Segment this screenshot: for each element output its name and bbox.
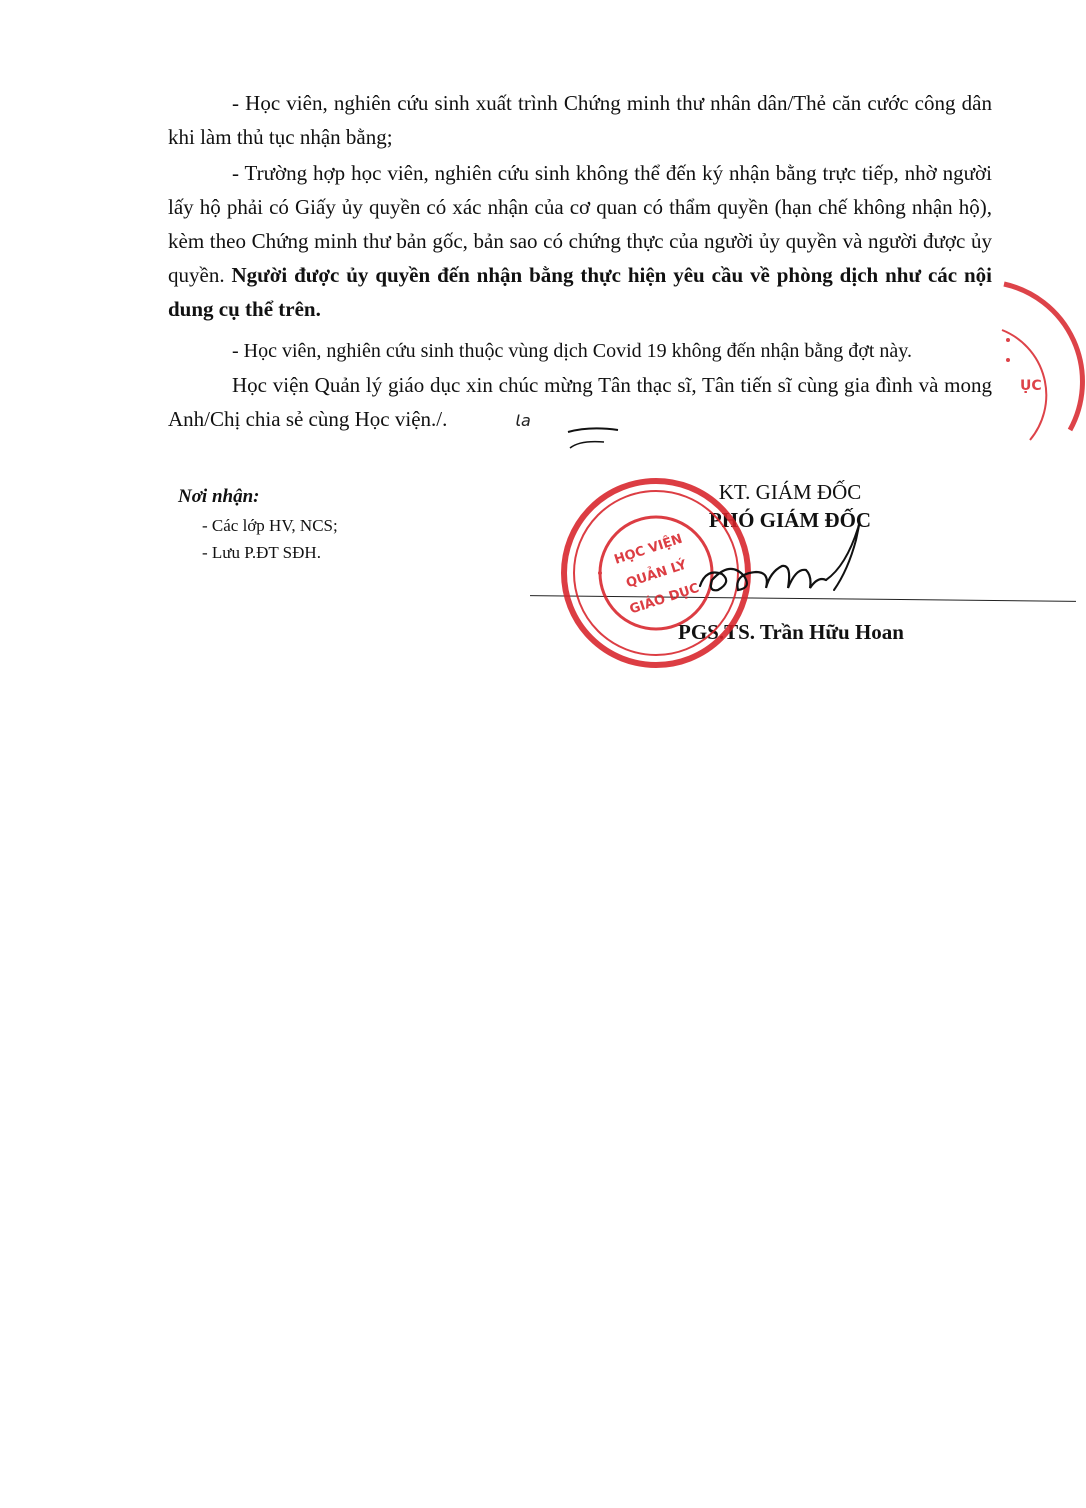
recipient-item: - Lưu P.ĐT SĐH. [202,543,321,562]
paragraph-id-card: - Học viên, nghiên cứu sinh xuất trình Chứng minh thư nhân dân/Thẻ căn cước công dân khi làm thủ tục nhận bằng; [168,91,992,149]
authorization-text: - Trường hợp học viên, nghiên cứu sinh không thể đến ký nhận bằng trực tiếp, nhờ người lấy hộ phải có Giấy ủy quyền có xác nhận của cơ quan có thẩm quyền (hạn chế không nhận hộ), kèm theo Chứng minh thư bản gốc, bản sao có chứng thực của người ủy quyền và người được ủy quyền. [168,161,992,287]
paragraph-covid-zone: - Học viên, nghiên cứu sinh thuộc vùng dịch Covid 19 không đến nhận bằng đợt này. [232,340,913,362]
recipient-item: - Các lớp HV, NCS; [202,516,338,535]
svg-text:ỤC: ỤC [1020,378,1042,394]
congratulations-text: Học viện Quản lý giáo dục xin chúc mừng Tân thạc sĩ, Tân tiến sĩ cùng gia đình và mong Anh/Chị chia sẻ cùng Học viện./. [168,373,992,431]
initials-underline [570,442,604,448]
signature-title-block [640,478,940,534]
paragraph-authorization [168,156,992,326]
svg-text:HỌC VIỆN: HỌC VIỆN [612,531,685,568]
signer-name: PGS.TS. Trần Hữu Hoan [678,620,904,644]
recipients-heading: Nơi nhận: [178,486,260,507]
svg-text:GIÁO DỤC: GIÁO DỤC [627,580,702,618]
signature-rule [530,595,1076,602]
authorization-bold-text: Người được ủy quyền đến nhận bằng thực hiện yêu cầu về phòng dịch như các nội dung cụ thể trên. [168,263,993,321]
paragraph-congratulations [168,368,992,438]
recipients-block [178,486,338,566]
signature-title-line2: PHÓ GIÁM ĐỐC [708,508,872,532]
initials-mark: Ɩa [515,411,531,430]
signature-title-line1: KT. GIÁM ĐỐC [718,480,862,504]
svg-text:QUẢN LÝ: QUẢN LÝ [624,557,689,592]
partial-seal [1002,284,1082,440]
